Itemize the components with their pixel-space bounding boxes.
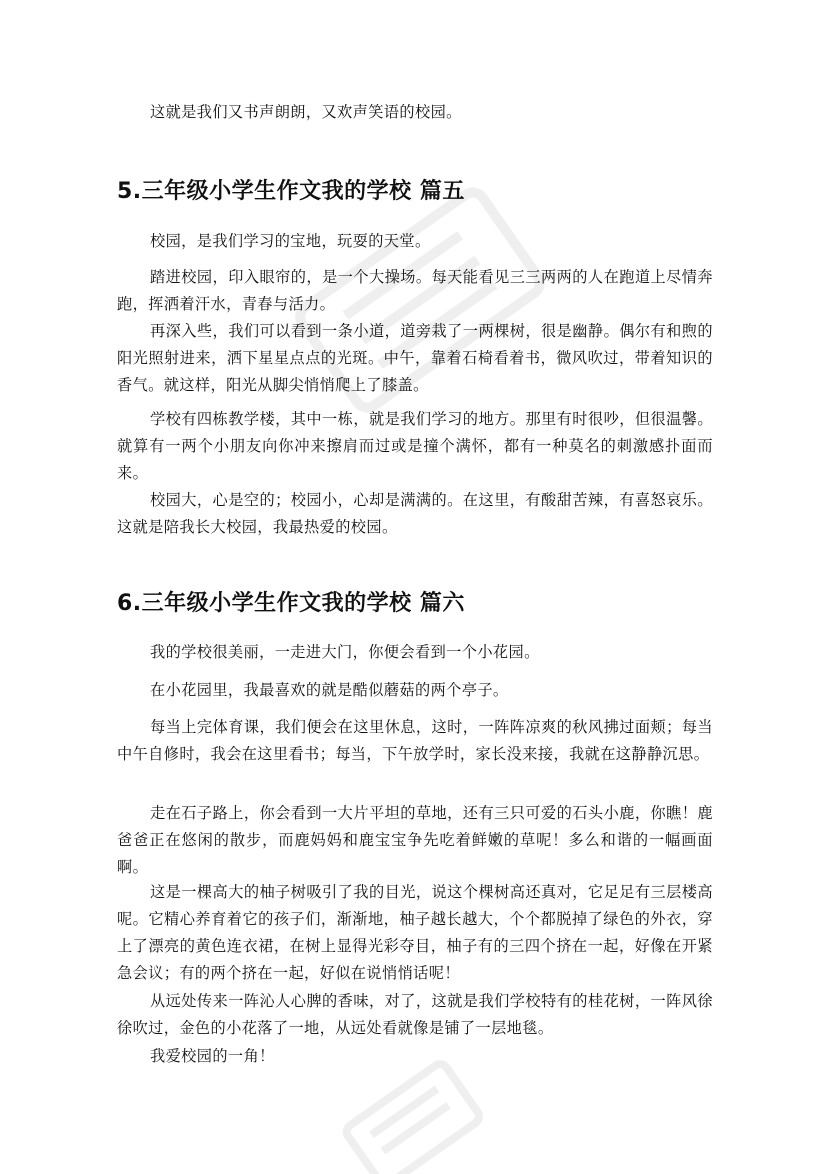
section-6-paragraph-7: 我爱校园的一角！ (150, 1047, 275, 1065)
section-5-paragraph-3: 再深入些，我们可以看到一条小道，道旁栽了一两棵树，很是幽静。偶尔有和煦的阳光照射进来，洒下星星点点的光斑。中午，靠着石椅看着书，微风吹过，带着知识的香气。就这样，阳光从脚尖悄悄爬上了膝盖。 (117, 322, 713, 394)
section-6-paragraph-1: 我的学校很美丽，一走进大门，你便会看到一个小花园。 (150, 643, 540, 661)
watermark-graphic-bottom (330, 1060, 490, 1174)
section-6-paragraph-4: 走在石子路上，你会看到一大片平坦的草地，还有三只可爱的石头小鹿，你瞧！鹿爸爸正在悠闲的散步，而鹿妈妈和鹿宝宝争先吃着鲜嫩的草呢！多么和谐的一幅画面啊。 (117, 804, 713, 876)
section-5-paragraph-2: 踏进校园，印入眼帘的，是一个大操场。每天能看见三三两两的人在跑道上尽情奔跑，挥洒着汗水，青春与活力。 (117, 268, 713, 313)
section-5-paragraph-1: 校园，是我们学习的宝地，玩耍的天堂。 (150, 232, 431, 250)
section-6-paragraph-3: 每当上完体育课，我们便会在这里休息，这时，一阵阵凉爽的秋风拂过面颊；每当中午自修时，我会在这里看书；每当，下午放学时，家长没来接，我就在这静静沉思。 (117, 718, 713, 763)
section-6-paragraph-5: 这是一棵高大的柚子树吸引了我的目光，说这个棵树高还真对，它足足有三层楼高呢。它精心养育着它的孩子们，渐渐地，柚子越长越大，个个都脱掉了绿色的外衣，穿上了漂亮的黄色连衣裙，在树上显得光彩夺目，柚子有的三四个挤在一起，好像在开紧急会议；有的两个挤在一起，好似在说悄悄话呢！ (117, 883, 713, 982)
section-6-paragraph-2: 在小花园里，我最喜欢的就是酷似蘑菇的两个亭子。 (150, 681, 509, 699)
section-5-paragraph-4: 学校有四栋教学楼，其中一栋，就是我们学习的地方。那里有时很吵，但很温馨。就算有一两个小朋友向你冲来擦肩而过或是撞个满怀，都有一种莫名的刺激感扑面而来。 (117, 410, 713, 482)
section-6-paragraph-6: 从远处传来一阵沁人心脾的香味，对了，这就是我们学校特有的桂花树，一阵风徐徐吹过，金色的小花落了一地，从远处看就像是铺了一层地毯。 (117, 992, 713, 1037)
section-5-heading: 5.三年级小学生作文我的学校 篇五 (117, 179, 465, 204)
intro-paragraph: 这就是我们又书声朗朗，又欢声笑语的校园。 (150, 103, 462, 121)
section-6-heading: 6.三年级小学生作文我的学校 篇六 (117, 591, 465, 616)
section-5-paragraph-5: 校园大，心是空的；校园小，心却是满满的。在这里，有酸甜苦辣，有喜怒哀乐。这就是陪我长大校园，我最热爱的校园。 (117, 491, 713, 536)
